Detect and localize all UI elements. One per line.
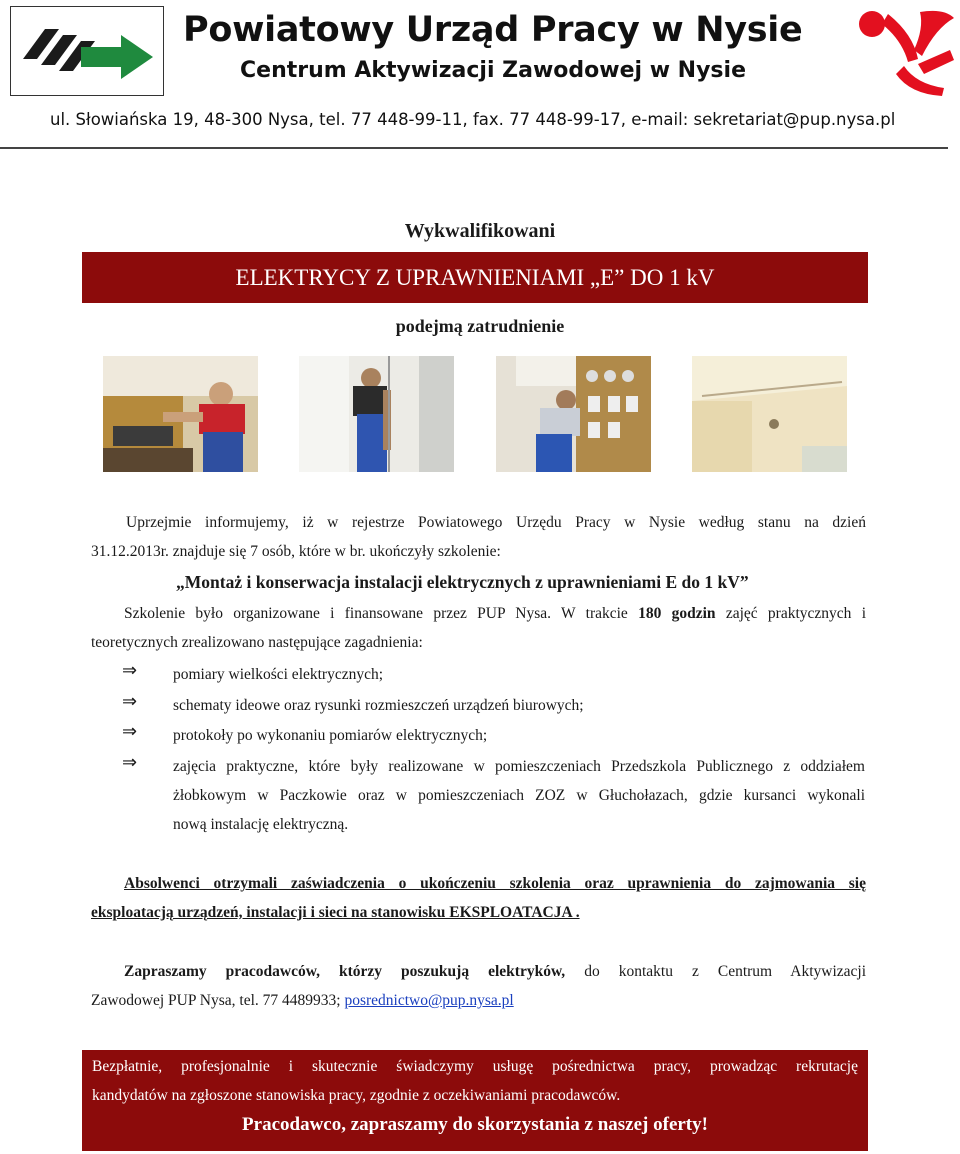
org-name: Powiatowy Urząd Pracy w Nysie <box>183 10 803 50</box>
bullet-item: zajęcia praktyczne, które były realizowane w pomieszczeniach Przedszkola Publicznego z oddziałem <box>173 758 865 775</box>
photo-wall-wiring <box>299 356 454 472</box>
cap-red-figure-logo <box>858 4 958 96</box>
footer-banner <box>82 1050 868 1151</box>
subtitle-heading: podejmą zatrudnienie <box>395 316 565 336</box>
photo-workbench-training <box>103 356 258 472</box>
pup-arrow-logo <box>10 6 164 96</box>
bullet-item: protokoły po wykonaniu pomiarów elektrycznych; <box>173 727 488 744</box>
photo-ceiling-installation <box>692 356 847 472</box>
training-hours: 180 godzin <box>638 605 716 622</box>
invite-line-2 <box>91 986 514 1015</box>
email-link[interactable]: posrednictwo@pup.nysa.pl <box>344 992 514 1009</box>
intro-line-2: 31.12.2013r. znajduje się 7 osób, które w br. ukończyły szkolenie: <box>91 543 501 560</box>
letterhead <box>0 0 960 150</box>
certificates-line-2: eksploatacją urządzeń, instalacji i sieci na stanowisku EKSPLOATACJA . <box>91 904 580 921</box>
intro-line-1: Uprzejmie informujemy, iż w rejestrze Powiatowego Urzędu Pracy w Nysie według stanu na dzień <box>126 514 866 531</box>
photo-electrical-board <box>496 356 651 472</box>
arrow-bullet-icon: ⇒ <box>122 691 138 711</box>
arrow-bullet-icon: ⇒ <box>122 752 138 772</box>
arrow-bullet-icon: ⇒ <box>122 721 138 741</box>
bullet-item: schematy ideowe oraz rysunki rozmieszczeń urządzeń biurowych; <box>173 697 584 714</box>
training-line-2: teoretycznych zrealizowano następujące zagadnienia: <box>91 634 423 651</box>
kicker-heading: Wykwalifikowani <box>404 220 556 242</box>
bullet-item-continued: żłobkowym w Paczkowie oraz w pomieszczeniach ZOZ w Głuchołazach, gdzie kursanci wykonali <box>173 787 865 804</box>
invite-bold: Zapraszamy pracodawców, którzy poszukują elektryków, <box>124 963 566 980</box>
invite-contact: Zawodowej PUP Nysa, tel. 77 4489933; <box>91 992 341 1009</box>
certificates-line-1: Absolwenci otrzymali zaświadczenia o ukończeniu szkolenia oraz uprawnienia do zajmowania się <box>124 875 866 892</box>
training-line-1 <box>124 599 866 628</box>
footer-line-2: kandydatów na zgłoszone stanowiska pracy, zgodnie z oczekiwaniami pracodawców. <box>92 1087 621 1104</box>
course-title: „Montaż i konserwacja instalacji elektrycznych z uprawnieniami E do 1 kV” <box>176 572 749 592</box>
bullet-item-continued: nową instalację elektryczną. <box>173 816 349 833</box>
title-banner: ELEKTRYCY Z UPRAWNIENIAMI „E” DO 1 kV <box>82 252 868 303</box>
footer-call-to-action: Pracodawco, zapraszamy do skorzystania z naszej oferty! <box>242 1114 708 1135</box>
invite-line-1 <box>124 957 866 986</box>
footer-line-1: Bezpłatnie, profesjonalnie i skutecznie świadczymy usługę pośrednictwa pracy, prowadząc rekrutację <box>92 1058 858 1075</box>
arrow-bullet-icon: ⇒ <box>122 660 138 680</box>
contact-address: ul. Słowiańska 19, 48-300 Nysa, tel. 77 448-99-11, fax. 77 448-99-17, e-mail: sekretariat@pup.nysa.pl <box>50 110 896 129</box>
org-subtitle: Centrum Aktywizacji Zawodowej w Nysie <box>240 58 746 83</box>
bullet-item: pomiary wielkości elektrycznych; <box>173 666 384 683</box>
header-divider <box>0 147 948 149</box>
training-text-b: zajęć praktycznych i <box>725 605 866 622</box>
invite-rest: do kontaktu z Centrum Aktywizacji <box>584 963 867 980</box>
training-text-a: Szkolenie było organizowane i finansowane przez PUP Nysa. W trakcie <box>124 605 628 622</box>
